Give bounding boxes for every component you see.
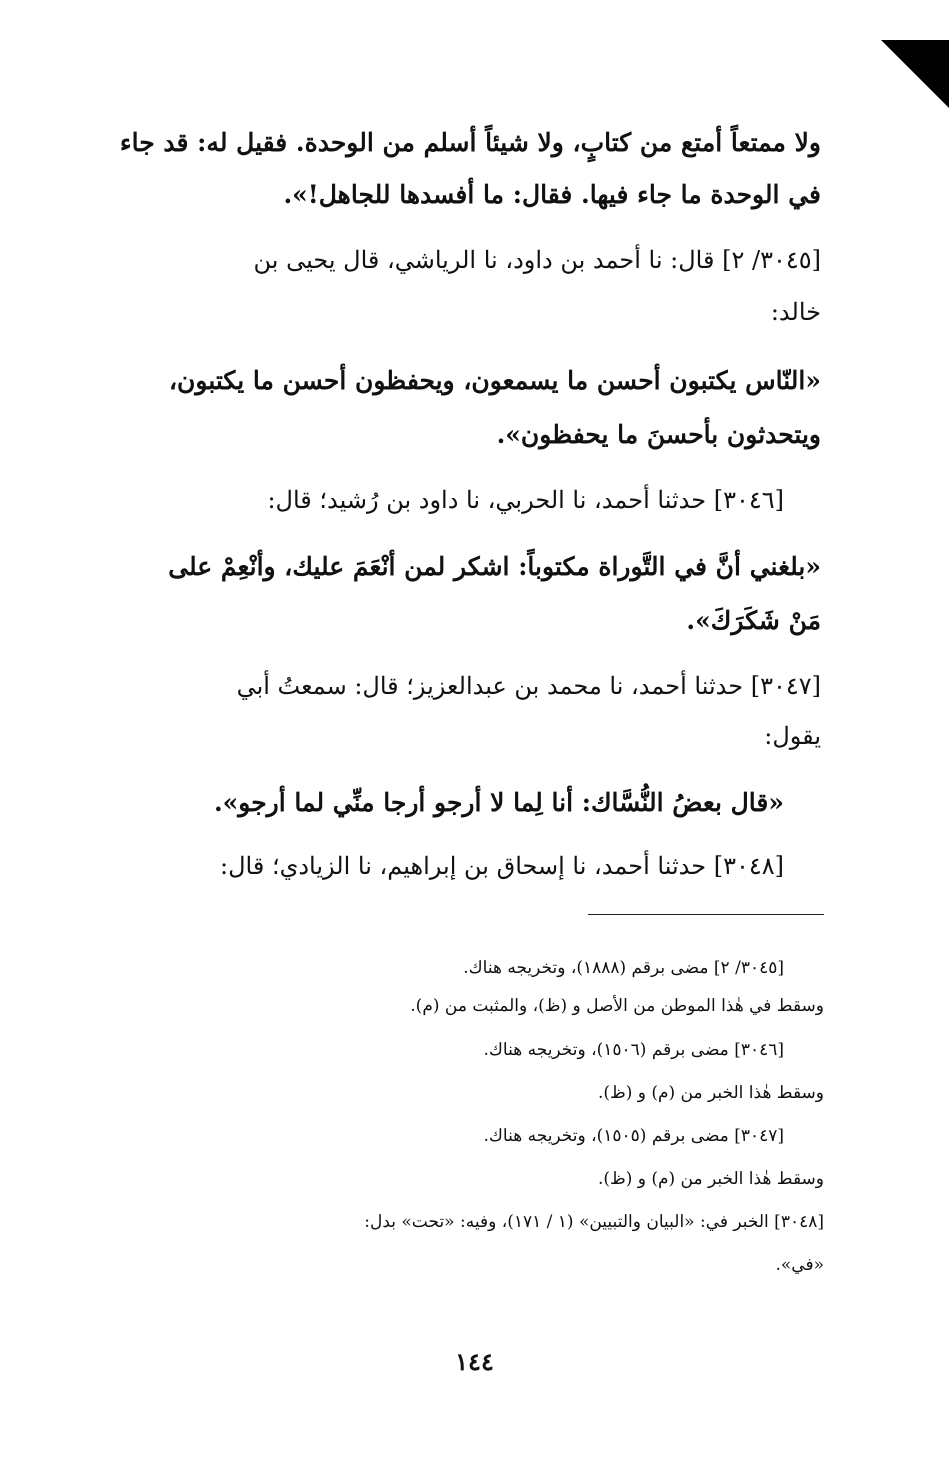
text-line: ولا ممتعاً أمتع من كتابٍ، ولا شيئاً أسلم من الوحدة. فقيل له: قد جاء	[119, 128, 821, 157]
narration-chain-3046: [٣٠٤٦] حدثنا أحمد، نا الحربي، نا داود بن رُشيد؛ قال:	[267, 486, 784, 514]
footnote-line: وسقط في هٰذا الموطن من الأصل و (ظ)، والمثبت من (م).	[410, 996, 824, 1016]
footnote-line: [٣٠٤٨] الخبر في: «البيان والتبيين» (١ / ١٧١)، وفيه: «تحت» بدل:	[364, 1212, 824, 1232]
footnote-line: وسقط هٰذا الخبر من (م) و (ظ).	[597, 1169, 824, 1189]
narration-chain-3048: [٣٠٤٨] حدثنا أحمد، نا إسحاق بن إبراهيم، نا الزيادي؛ قال:	[220, 852, 784, 880]
quote-line: «النّاس يكتبون أحسن ما يسمعون، ويحفظون أحسن ما يكتبون،	[168, 366, 821, 395]
footnote-line: «في».	[775, 1255, 824, 1275]
text-line: خالد:	[770, 298, 821, 326]
quote-line: ويتحدثون بأحسنَ ما يحفظون».	[496, 420, 821, 449]
footnote-separator	[588, 914, 824, 915]
footnote-line: [٣٠٤٦] مضى برقم (١٥٠٦)، وتخريجه هناك.	[483, 1040, 784, 1060]
quote-line: «بلغني أنَّ في التَّوراة مكتوباً: اشكر لمن أنْعَمَ عليك، وأنْعِمْ على	[168, 552, 821, 581]
text-line: يقول:	[764, 722, 821, 750]
corner-triangle-mark	[881, 40, 949, 108]
narration-chain-3045: [٣٠٤٥/ ٢] قال: نا أحمد بن داود، نا الرياشي، قال يحيى بن	[253, 246, 821, 274]
narration-chain-3047: [٣٠٤٧] حدثنا أحمد، نا محمد بن عبدالعزيز؛ قال: سمعتُ أبي	[236, 672, 821, 700]
footnote-line: [٣٠٤٧] مضى برقم (١٥٠٥)، وتخريجه هناك.	[483, 1126, 784, 1146]
footnote-line: وسقط هٰذا الخبر من (م) و (ظ).	[597, 1083, 824, 1103]
text-line: في الوحدة ما جاء فيها. فقال: ما أفسدها للجاهل!».	[283, 180, 821, 209]
quote-line: مَنْ شَكَرَكَ».	[686, 606, 821, 635]
footnote-line: [٣٠٤٥/ ٢] مضى برقم (١٨٨٨)، وتخريجه هناك.	[463, 958, 784, 978]
page-number: ١٤٤	[455, 1347, 494, 1376]
quote-line: «قال بعضُ النُّسَّاك: أنا لِما لا أرجو أرجا منِّي لما أرجو».	[213, 788, 784, 817]
